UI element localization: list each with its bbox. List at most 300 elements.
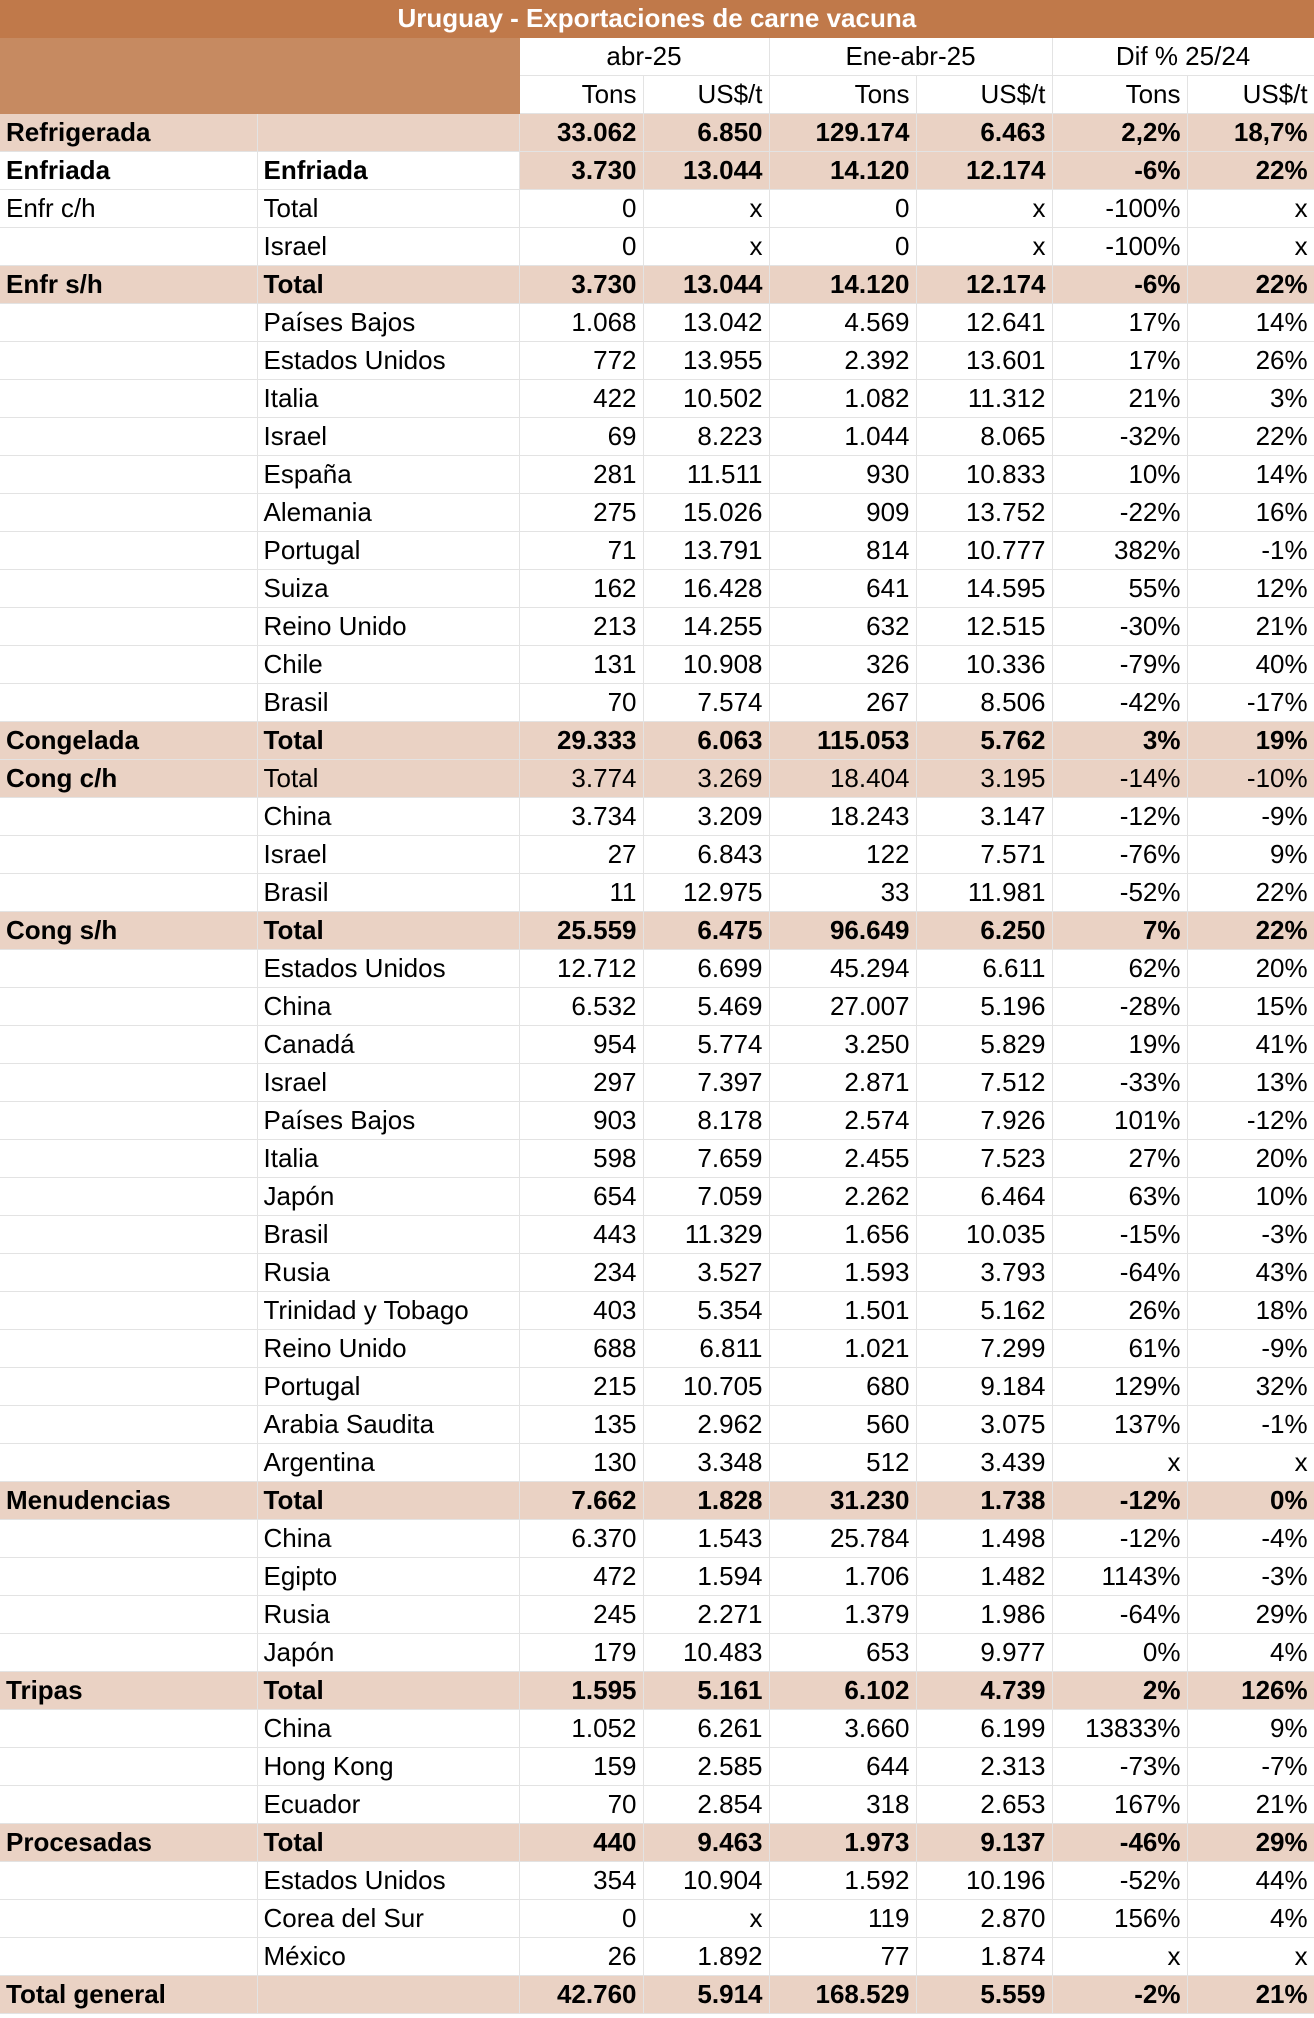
tons-ytd: 4.569 [769,304,916,342]
tons-month: 33.062 [519,114,643,152]
tons-ytd: 267 [769,684,916,722]
tons-diff-pct: -42% [1052,684,1187,722]
category-label [0,304,257,342]
tons-month: 3.734 [519,798,643,836]
tons-month: 11 [519,874,643,912]
usd-per-ton-month: 5.469 [643,988,769,1026]
tons-ytd: 326 [769,646,916,684]
category-label [0,836,257,874]
tons-diff-pct: 19% [1052,1026,1187,1064]
usd-per-ton-ytd: 2.313 [916,1748,1052,1786]
destination-label: Portugal [257,532,519,570]
table-row [0,1862,1314,1900]
usd-per-ton-diff-pct: -3% [1187,1558,1314,1596]
table-row [0,190,1314,228]
tons-month: 772 [519,342,643,380]
table-row [0,722,1314,760]
destination-label: México [257,1938,519,1976]
usd-per-ton-month: 5.774 [643,1026,769,1064]
table-row [0,1406,1314,1444]
usd-per-ton-diff-pct: x [1187,228,1314,266]
table-row [0,304,1314,342]
usd-per-ton-month: 10.483 [643,1634,769,1672]
destination-label: Total [257,760,519,798]
tons-ytd: 909 [769,494,916,532]
category-label [0,456,257,494]
usd-per-ton-ytd: 6.199 [916,1710,1052,1748]
category-label: Congelada [0,722,257,760]
usd-per-ton-diff-pct: 22% [1187,912,1314,950]
category-label [0,418,257,456]
usd-per-ton-ytd: 2.870 [916,1900,1052,1938]
tons-ytd: 2.871 [769,1064,916,1102]
destination-label: Reino Unido [257,608,519,646]
category-label [0,950,257,988]
tons-diff-pct: -46% [1052,1824,1187,1862]
usd-per-ton-month: 13.042 [643,304,769,342]
destination-label: Enfriada [257,152,519,190]
category-label [0,228,257,266]
category-label [0,1634,257,1672]
usd-per-ton-ytd: 8.065 [916,418,1052,456]
period-header-row [0,38,1314,76]
usd-per-ton-month: 2.271 [643,1596,769,1634]
tons-ytd: 1.656 [769,1216,916,1254]
table-row [0,418,1314,456]
category-label [0,1026,257,1064]
usd-per-ton-month: x [643,190,769,228]
tons-month: 403 [519,1292,643,1330]
table-row [0,684,1314,722]
usd-per-ton-month: 6.699 [643,950,769,988]
table-row [0,760,1314,798]
destination-label: Estados Unidos [257,950,519,988]
usd-per-ton-diff-pct: 29% [1187,1596,1314,1634]
usd-per-ton-month: 9.463 [643,1824,769,1862]
destination-label: Portugal [257,1368,519,1406]
tons-month: 245 [519,1596,643,1634]
category-label [0,1710,257,1748]
usd-per-ton-ytd: 7.299 [916,1330,1052,1368]
tons-month: 0 [519,1900,643,1938]
tons-diff-pct: -32% [1052,418,1187,456]
destination-label: Canadá [257,1026,519,1064]
usd-per-ton-month: 6.843 [643,836,769,874]
tons-diff-pct: 62% [1052,950,1187,988]
tons-month: 440 [519,1824,643,1862]
category-label: Enfr s/h [0,266,257,304]
tons-diff-pct: -76% [1052,836,1187,874]
destination-label: China [257,988,519,1026]
usd-per-ton-diff-pct: -1% [1187,1406,1314,1444]
usd-per-ton-ytd: 7.512 [916,1064,1052,1102]
table-row [0,1558,1314,1596]
usd-per-ton-diff-pct: 20% [1187,1140,1314,1178]
destination-label: China [257,1520,519,1558]
period-header-diff: Dif % 25/24 [1052,38,1314,76]
destination-label: Total [257,1672,519,1710]
table-row [0,1596,1314,1634]
usd-per-ton-ytd: 3.439 [916,1444,1052,1482]
destination-label: Suiza [257,570,519,608]
category-label [0,570,257,608]
destination-label: China [257,798,519,836]
usd-per-ton-diff-pct: 43% [1187,1254,1314,1292]
destination-label: Brasil [257,684,519,722]
table-row [0,836,1314,874]
tons-diff-pct: 17% [1052,304,1187,342]
category-label: Menudencias [0,1482,257,1520]
tons-month: 135 [519,1406,643,1444]
usd-per-ton-ytd: 9.977 [916,1634,1052,1672]
tons-ytd: 3.250 [769,1026,916,1064]
tons-diff-pct: 0% [1052,1634,1187,1672]
usd-per-ton-month: 10.705 [643,1368,769,1406]
category-label [0,874,257,912]
category-label [0,1216,257,1254]
usd-per-ton-month: 13.791 [643,532,769,570]
table-row [0,646,1314,684]
usd-per-ton-diff-pct: 19% [1187,722,1314,760]
usd-per-ton-diff-pct: 3% [1187,380,1314,418]
usd-per-ton-month: 3.348 [643,1444,769,1482]
usd-per-ton-ytd: 12.174 [916,152,1052,190]
usd-per-ton-diff-pct: 32% [1187,1368,1314,1406]
usd-per-ton-ytd: 10.336 [916,646,1052,684]
tons-month: 688 [519,1330,643,1368]
tons-diff-pct: -64% [1052,1596,1187,1634]
tons-diff-pct: -64% [1052,1254,1187,1292]
usd-per-ton-month: 2.962 [643,1406,769,1444]
usd-per-ton-ytd: 12.641 [916,304,1052,342]
table-row [0,1710,1314,1748]
usd-per-ton-ytd: 13.601 [916,342,1052,380]
usd-per-ton-ytd: 3.147 [916,798,1052,836]
usd-per-ton-month: 1.594 [643,1558,769,1596]
usd-per-ton-ytd: 1.482 [916,1558,1052,1596]
table-row [0,912,1314,950]
table-row [0,1824,1314,1862]
usd-per-ton-diff-pct: x [1187,190,1314,228]
usd-per-ton-diff-pct: -1% [1187,532,1314,570]
tons-ytd: 14.120 [769,266,916,304]
tons-ytd: 632 [769,608,916,646]
tons-diff-pct: 382% [1052,532,1187,570]
usd-per-ton-diff-pct: 12% [1187,570,1314,608]
usd-per-ton-ytd: 6.611 [916,950,1052,988]
usd-per-ton-month: 13.955 [643,342,769,380]
usd-per-ton-diff-pct: 21% [1187,608,1314,646]
period-header-month: abr-25 [519,38,769,76]
table-row [0,1482,1314,1520]
tons-month: 1.052 [519,1710,643,1748]
category-label: Cong s/h [0,912,257,950]
tons-month: 25.559 [519,912,643,950]
destination-label: Reino Unido [257,1330,519,1368]
table-row [0,228,1314,266]
category-label [0,1786,257,1824]
tons-month: 472 [519,1558,643,1596]
usd-per-ton-month: 7.397 [643,1064,769,1102]
tons-ytd: 33 [769,874,916,912]
destination-label: Total [257,722,519,760]
tons-month: 70 [519,684,643,722]
tons-ytd: 644 [769,1748,916,1786]
destination-label: Total [257,266,519,304]
usd-per-ton-diff-pct: 18% [1187,1292,1314,1330]
usd-per-ton-diff-pct: 21% [1187,1976,1314,2014]
tons-diff-pct: -12% [1052,1520,1187,1558]
category-label [0,1178,257,1216]
category-label [0,798,257,836]
destination-label [257,114,519,152]
destination-label: China [257,1710,519,1748]
tons-month: 159 [519,1748,643,1786]
category-label [0,532,257,570]
usd-per-ton-ytd: 13.752 [916,494,1052,532]
category-label [0,1938,257,1976]
category-label [0,380,257,418]
table-row [0,1026,1314,1064]
category-label [0,1596,257,1634]
destination-label: Estados Unidos [257,342,519,380]
tons-diff-pct: -100% [1052,228,1187,266]
unit-header: US$/t [1187,76,1314,114]
tons-diff-pct: 21% [1052,380,1187,418]
table-row [0,608,1314,646]
usd-per-ton-month: 7.574 [643,684,769,722]
table-row [0,798,1314,836]
destination-label: Brasil [257,874,519,912]
tons-ytd: 680 [769,1368,916,1406]
tons-ytd: 122 [769,836,916,874]
destination-label: Japón [257,1634,519,1672]
tons-month: 954 [519,1026,643,1064]
destination-label: Japón [257,1178,519,1216]
tons-ytd: 560 [769,1406,916,1444]
usd-per-ton-diff-pct: -12% [1187,1102,1314,1140]
table-row [0,988,1314,1026]
unit-header: US$/t [643,76,769,114]
usd-per-ton-diff-pct: 9% [1187,836,1314,874]
tons-month: 654 [519,1178,643,1216]
tons-ytd: 0 [769,228,916,266]
tons-month: 598 [519,1140,643,1178]
tons-diff-pct: -52% [1052,874,1187,912]
usd-per-ton-diff-pct: 26% [1187,342,1314,380]
tons-month: 27 [519,836,643,874]
usd-per-ton-month: 11.329 [643,1216,769,1254]
tons-month: 69 [519,418,643,456]
table-row [0,1748,1314,1786]
destination-label: Argentina [257,1444,519,1482]
tons-month: 130 [519,1444,643,1482]
usd-per-ton-diff-pct: 44% [1187,1862,1314,1900]
tons-ytd: 1.593 [769,1254,916,1292]
tons-month: 1.595 [519,1672,643,1710]
tons-diff-pct: 10% [1052,456,1187,494]
usd-per-ton-month: 10.502 [643,380,769,418]
tons-diff-pct: x [1052,1444,1187,1482]
unit-header: US$/t [916,76,1052,114]
usd-per-ton-diff-pct: x [1187,1444,1314,1482]
tons-diff-pct: -22% [1052,494,1187,532]
tons-diff-pct: 129% [1052,1368,1187,1406]
category-label [0,1558,257,1596]
category-label: Procesadas [0,1824,257,1862]
destination-label: Israel [257,1064,519,1102]
tons-ytd: 45.294 [769,950,916,988]
tons-diff-pct: 137% [1052,1406,1187,1444]
tons-diff-pct: x [1052,1938,1187,1976]
usd-per-ton-diff-pct: -9% [1187,798,1314,836]
table-row [0,1330,1314,1368]
category-label: Total general [0,1976,257,2014]
tons-ytd: 115.053 [769,722,916,760]
usd-per-ton-month: 7.659 [643,1140,769,1178]
usd-per-ton-month: 1.892 [643,1938,769,1976]
usd-per-ton-ytd: 9.137 [916,1824,1052,1862]
tons-month: 443 [519,1216,643,1254]
tons-ytd: 77 [769,1938,916,1976]
usd-per-ton-diff-pct: x [1187,1938,1314,1976]
tons-diff-pct: -28% [1052,988,1187,1026]
tons-month: 179 [519,1634,643,1672]
tons-diff-pct: -52% [1052,1862,1187,1900]
usd-per-ton-ytd: 5.762 [916,722,1052,760]
usd-per-ton-ytd: 11.312 [916,380,1052,418]
usd-per-ton-ytd: 7.571 [916,836,1052,874]
tons-diff-pct: 101% [1052,1102,1187,1140]
usd-per-ton-ytd: 1.874 [916,1938,1052,1976]
tons-ytd: 2.455 [769,1140,916,1178]
tons-diff-pct: -6% [1052,266,1187,304]
category-label [0,1862,257,1900]
usd-per-ton-diff-pct: 22% [1187,152,1314,190]
tons-ytd: 96.649 [769,912,916,950]
category-label [0,684,257,722]
table-row [0,570,1314,608]
table-row [0,1444,1314,1482]
destination-label: Israel [257,228,519,266]
tons-diff-pct: 61% [1052,1330,1187,1368]
tons-diff-pct: 13833% [1052,1710,1187,1748]
destination-label: Ecuador [257,1786,519,1824]
tons-month: 3.774 [519,760,643,798]
usd-per-ton-ytd: 5.559 [916,1976,1052,2014]
usd-per-ton-month: 7.059 [643,1178,769,1216]
destination-label: Israel [257,836,519,874]
usd-per-ton-month: x [643,228,769,266]
usd-per-ton-month: 14.255 [643,608,769,646]
usd-per-ton-ytd: 10.833 [916,456,1052,494]
usd-per-ton-ytd: 5.829 [916,1026,1052,1064]
tons-month: 297 [519,1064,643,1102]
tons-ytd: 31.230 [769,1482,916,1520]
usd-per-ton-ytd: 11.981 [916,874,1052,912]
tons-ytd: 2.262 [769,1178,916,1216]
table-row [0,1900,1314,1938]
usd-per-ton-diff-pct: 4% [1187,1900,1314,1938]
usd-per-ton-ytd: 10.777 [916,532,1052,570]
usd-per-ton-diff-pct: 15% [1187,988,1314,1026]
tons-month: 275 [519,494,643,532]
usd-per-ton-month: x [643,1900,769,1938]
destination-label: Total [257,190,519,228]
table-row [0,1178,1314,1216]
usd-per-ton-diff-pct: 10% [1187,1178,1314,1216]
tons-month: 6.532 [519,988,643,1026]
category-label [0,1444,257,1482]
usd-per-ton-ytd: 1.498 [916,1520,1052,1558]
usd-per-ton-ytd: 3.195 [916,760,1052,798]
tons-month: 903 [519,1102,643,1140]
usd-per-ton-month: 3.269 [643,760,769,798]
destination-label: Estados Unidos [257,1862,519,1900]
category-label [0,988,257,1026]
tons-diff-pct: -79% [1052,646,1187,684]
destination-label: Egipto [257,1558,519,1596]
tons-diff-pct: -12% [1052,1482,1187,1520]
tons-month: 422 [519,380,643,418]
destination-label: Total [257,912,519,950]
tons-month: 26 [519,1938,643,1976]
tons-ytd: 2.392 [769,342,916,380]
tons-ytd: 641 [769,570,916,608]
tons-ytd: 1.592 [769,1862,916,1900]
tons-month: 1.068 [519,304,643,342]
tons-diff-pct: 1143% [1052,1558,1187,1596]
tons-ytd: 1.379 [769,1596,916,1634]
destination-label: Italia [257,380,519,418]
usd-per-ton-month: 8.223 [643,418,769,456]
tons-diff-pct: 55% [1052,570,1187,608]
usd-per-ton-diff-pct: -4% [1187,1520,1314,1558]
tons-month: 215 [519,1368,643,1406]
table-row [0,456,1314,494]
usd-per-ton-month: 5.914 [643,1976,769,2014]
tons-diff-pct: 26% [1052,1292,1187,1330]
usd-per-ton-ytd: 4.739 [916,1672,1052,1710]
tons-month: 3.730 [519,266,643,304]
tons-month: 213 [519,608,643,646]
category-label: Enfriada [0,152,257,190]
table-row [0,874,1314,912]
category-label [0,1064,257,1102]
tons-month: 162 [519,570,643,608]
usd-per-ton-diff-pct: 0% [1187,1482,1314,1520]
usd-per-ton-month: 5.161 [643,1672,769,1710]
destination-label: Chile [257,646,519,684]
destination-label: Brasil [257,1216,519,1254]
unit-header: Tons [519,76,643,114]
tons-ytd: 1.501 [769,1292,916,1330]
tons-diff-pct: -33% [1052,1064,1187,1102]
usd-per-ton-diff-pct: 40% [1187,646,1314,684]
usd-per-ton-ytd: x [916,228,1052,266]
unit-header: Tons [769,76,916,114]
usd-per-ton-ytd: 7.926 [916,1102,1052,1140]
tons-diff-pct: 3% [1052,722,1187,760]
tons-ytd: 1.706 [769,1558,916,1596]
usd-per-ton-diff-pct: 126% [1187,1672,1314,1710]
tons-ytd: 2.574 [769,1102,916,1140]
category-label [0,1900,257,1938]
tons-diff-pct: 2,2% [1052,114,1187,152]
tons-ytd: 3.660 [769,1710,916,1748]
table-row [0,342,1314,380]
destination-label: Italia [257,1140,519,1178]
